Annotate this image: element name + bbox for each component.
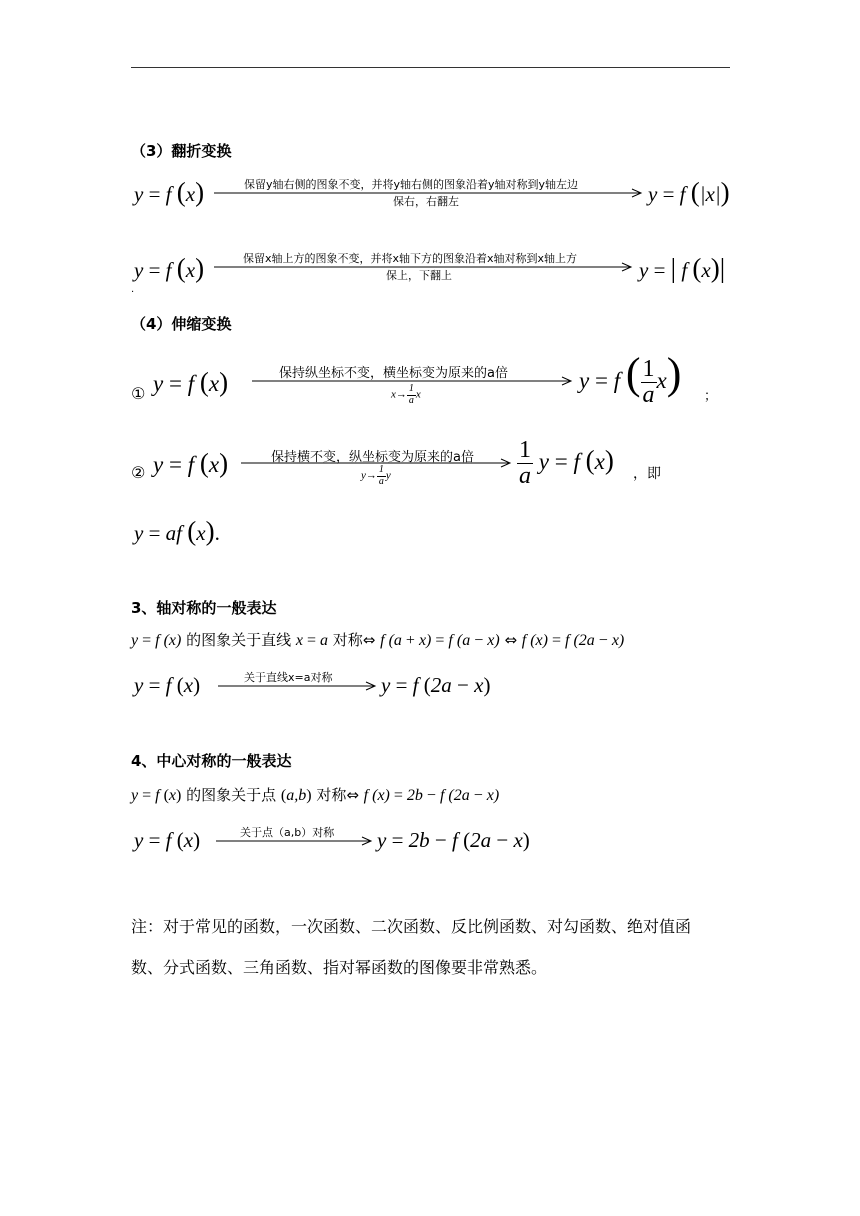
fold-r1-rhs: y = f (|x|) [648, 177, 730, 207]
center-arrow [216, 836, 374, 846]
marker-2: ② [131, 463, 146, 482]
axis-statement: y = f (x) 的图象关于直线 x = a 对称⇔ f (a + x) = f (a − x) ⇔ f (x) = f (2a − x) [131, 631, 625, 649]
scale-r2-rhs: $\frac{1}{a}$ y = f (x) [519, 437, 614, 490]
section-heading-center: 4、中心对称的一般表达 [131, 752, 292, 770]
scale-r1-below: x→ $\frac{1}{a}$ x [391, 383, 421, 406]
scale-r1-lhs: y = f (x) [153, 367, 229, 397]
header-rule [131, 67, 730, 68]
axis-rhs: y = f (2a − x) [381, 673, 491, 697]
section-heading-fold: （3）翻折变换 [131, 142, 232, 160]
scale-r1-above: 保持纵坐标不变，横坐标变为原来的a倍 [279, 366, 508, 381]
fold-r2-below: 保上，下翻上 [386, 269, 452, 282]
scale-r2-above: 保持横不变，纵坐标变为原来的a倍 [271, 450, 474, 465]
scale-r1-rhs: y = f ( $\frac{1}{a}$ x) [579, 349, 682, 409]
section-heading-scale: （4）伸缩变换 [131, 315, 232, 333]
scale-r2-below: y→ $\frac{1}{a}$ y [361, 464, 391, 487]
center-rhs: y = 2b − f (2a − x) [377, 828, 530, 852]
scale-r1-end: ； [704, 389, 718, 404]
scale-r2-lhs: y = f (x) [153, 448, 229, 478]
section-heading-axis: 3、轴对称的一般表达 [131, 599, 277, 617]
fold-r2-above: 保留x轴上方的图象不变，并将x轴下方的图象沿着x轴对称到x轴上方 [243, 252, 578, 265]
fold-r1-above: 保留y轴右侧的图象不变，并将y轴右侧的图象沿着y轴对称到y轴左边 [244, 178, 579, 191]
center-above: 关于点（a,b）对称 [240, 826, 335, 839]
scale-r3-text: y = af (x). [134, 516, 220, 546]
center-statement: y = f (x) 的图象关于点 (a,b) 对称⇔ f (x) = 2b − f (2a − x) [131, 786, 500, 804]
note-line-1: 注：对于常见的函数，一次函数、二次函数、反比例函数、对勾函数、绝对值函 [131, 917, 692, 936]
axis-arrow [218, 681, 378, 691]
axis-above: 关于直线x=a对称 [244, 671, 333, 684]
scale-r2-end: ，即 [633, 466, 661, 482]
stray-dot: . [131, 284, 135, 295]
fold-r1-lhs: y = f (x) [134, 177, 205, 207]
axis-lhs: y = f (x) [134, 673, 201, 697]
fold-r1-below: 保右，右翻左 [393, 195, 459, 208]
note-line-2: 数、分式函数、三角函数、指对幂函数的图像要非常熟悉。 [131, 958, 548, 977]
marker-1: ① [131, 384, 146, 403]
fold-r2-rhs: y = | f (x)| [639, 253, 726, 283]
fold-r2-lhs: y = f (x) [134, 253, 205, 283]
center-lhs: y = f (x) [134, 828, 201, 852]
